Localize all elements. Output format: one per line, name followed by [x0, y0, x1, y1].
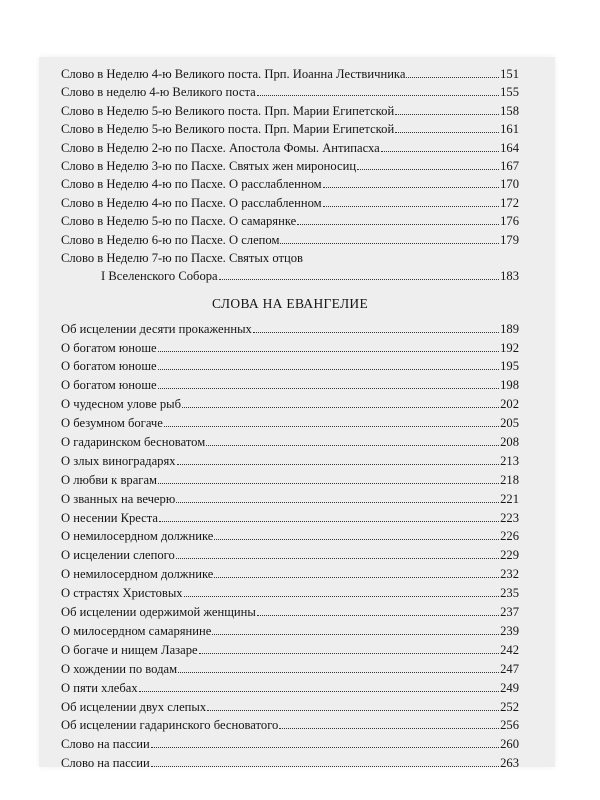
- dot-leader: [214, 539, 499, 540]
- entry-title: Слово в Неделю 4-ю Великого поста. Прп. Иоанна Лествичника: [61, 67, 406, 81]
- dot-leader: [280, 243, 499, 244]
- dot-leader: [177, 464, 500, 465]
- toc-entry: [61, 452, 519, 471]
- toc-entry: [61, 735, 519, 754]
- page-number: 239: [500, 623, 519, 638]
- page-number: 176: [500, 214, 519, 229]
- page-number: 158: [500, 103, 519, 118]
- entry-title: О богатом юноше: [61, 340, 157, 355]
- toc-entry: [61, 83, 519, 101]
- page-number: 229: [500, 548, 519, 563]
- page-number: 205: [500, 416, 519, 431]
- page-number: 263: [500, 756, 519, 771]
- entry-title: О богаче и нищем Лазаре: [61, 642, 198, 657]
- toc-entry: [61, 584, 519, 603]
- entry-title: Слово в Неделю 3-ю по Пасхе. Святых жен мироносиц: [61, 158, 357, 173]
- entry-title: О страстях Христовых: [61, 586, 183, 601]
- entry-title: I Вселенского Собора: [101, 269, 218, 284]
- dot-leader: [199, 653, 499, 654]
- page-number: 195: [500, 359, 519, 374]
- dot-leader: [395, 132, 499, 133]
- toc-entry: [61, 120, 519, 138]
- entry-title: О несении Креста: [61, 510, 159, 525]
- dot-leader: [178, 672, 499, 673]
- toc-entry: [61, 716, 519, 735]
- entry-title: Слово в Неделю 2-ю по Пасхе. Апостола Фомы. Антипасха: [61, 140, 380, 155]
- toc-entry: [61, 698, 519, 717]
- entry-title: Слово на пассии: [61, 737, 150, 752]
- page-number: 161: [500, 122, 519, 137]
- entry-title: О пяти хлебах: [61, 680, 138, 695]
- page-number: 198: [500, 378, 519, 393]
- entry-title: О милосердном самарянине: [61, 623, 212, 638]
- dot-leader: [381, 151, 499, 152]
- entry-title: Об исцелении десяти прокаженных: [61, 321, 252, 336]
- dot-leader: [164, 426, 499, 427]
- toc-entry: [61, 320, 519, 339]
- page-number: 208: [500, 435, 519, 450]
- page-number: 151: [500, 67, 519, 81]
- toc-entry: [61, 249, 519, 267]
- toc-entry: [61, 641, 519, 660]
- dot-leader: [219, 279, 499, 280]
- entry-title: О немилосердном должнике: [61, 529, 214, 544]
- dot-leader: [323, 206, 500, 207]
- toc-entry: [61, 414, 519, 433]
- dot-leader: [158, 483, 499, 484]
- toc-entry: [61, 603, 519, 622]
- toc-entry: [61, 490, 519, 509]
- dot-leader: [212, 634, 499, 635]
- toc-entry: [61, 471, 519, 490]
- page-number: 189: [500, 321, 519, 336]
- entry-title: Об исцелении одержимой женщины: [61, 605, 256, 620]
- toc-entry: [61, 102, 519, 120]
- entry-title: О богатом юноше: [61, 378, 157, 393]
- dot-leader: [158, 369, 499, 370]
- page-number: 256: [500, 718, 519, 733]
- page-number: 221: [500, 491, 519, 506]
- dot-leader: [182, 407, 499, 408]
- page-number: 179: [500, 232, 519, 247]
- dot-leader: [159, 521, 499, 522]
- page-number: 170: [500, 177, 519, 192]
- dot-leader: [323, 187, 500, 188]
- dot-leader: [214, 577, 499, 578]
- gospel-list: [61, 320, 519, 773]
- entry-title: Слово в Неделю 4-ю по Пасхе. О расслабленном: [61, 195, 322, 210]
- dot-leader: [206, 445, 499, 446]
- entry-title: О богатом юноше: [61, 359, 157, 374]
- toc-entry: [61, 433, 519, 452]
- dot-leader: [139, 691, 499, 692]
- toc-entry: [61, 679, 519, 698]
- toc-entry: [61, 139, 519, 157]
- entry-title: О гадаринском бесноватом: [61, 435, 206, 450]
- entry-title: О хождении по водам: [61, 661, 178, 676]
- dot-leader: [357, 169, 499, 170]
- dot-leader: [184, 596, 500, 597]
- dot-leader: [158, 351, 499, 352]
- toc-entry: [61, 339, 519, 358]
- page-number: 218: [500, 472, 519, 487]
- page-number: 202: [500, 397, 519, 412]
- entry-title: О немилосердном должнике: [61, 567, 214, 582]
- toc-entry: [61, 267, 519, 285]
- page-number: 237: [500, 605, 519, 620]
- toc-entry: [61, 376, 519, 395]
- page-number: 242: [500, 642, 519, 657]
- dot-leader: [158, 388, 499, 389]
- entry-title: Об исцелении двух слепых: [61, 699, 207, 714]
- page-number: 183: [500, 269, 519, 284]
- page-number: 260: [500, 737, 519, 752]
- dot-leader: [253, 332, 499, 333]
- page-number: 226: [500, 529, 519, 544]
- entry-title: Слово в Неделю 6-ю по Пасхе. О слепом: [61, 232, 280, 247]
- toc-entry: [61, 527, 519, 546]
- sermons-list: [61, 65, 519, 286]
- toc-entry: [61, 622, 519, 641]
- entry-title: О безумном богаче: [61, 416, 163, 431]
- dot-leader: [151, 766, 499, 767]
- page-number: 172: [500, 195, 519, 210]
- toc-entry: [61, 509, 519, 528]
- entry-title: Слово в Неделю 5-ю Великого поста. Прп. Марии Египетской: [61, 122, 395, 137]
- page-number: 164: [500, 140, 519, 155]
- table-of-contents: [61, 65, 519, 773]
- toc-entry: [61, 212, 519, 230]
- page-number: 192: [500, 340, 519, 355]
- dot-leader: [395, 114, 499, 115]
- dot-leader: [257, 615, 499, 616]
- page-number: 213: [500, 453, 519, 468]
- entry-title: Об исцелении гадаринского бесноватого: [61, 718, 279, 733]
- entry-title: Слово в Неделю 4-ю по Пасхе. О расслабленном: [61, 177, 322, 192]
- toc-entry: [61, 357, 519, 376]
- toc-entry: [61, 175, 519, 193]
- toc-entry: [61, 65, 519, 83]
- toc-entry: [61, 395, 519, 414]
- entry-title: О любви к врагам: [61, 472, 158, 487]
- toc-entry: [61, 157, 519, 175]
- entry-title: Слово на пассии: [61, 756, 150, 771]
- toc-entry: [61, 754, 519, 773]
- toc-entry: [61, 660, 519, 679]
- entry-title: О злых виноградарях: [61, 453, 176, 468]
- entry-title: О званных на вечерю: [61, 491, 176, 506]
- entry-title: Слово в неделю 4-ю Великого поста: [61, 85, 256, 100]
- section-heading: СЛОВА НА ЕВАНГЕЛИЕ: [211, 295, 369, 311]
- dot-leader: [151, 747, 499, 748]
- page-number: 249: [500, 680, 519, 695]
- dot-leader: [406, 77, 499, 78]
- entry-title: О чудесном улове рыб: [61, 397, 181, 412]
- toc-entry: [61, 546, 519, 565]
- dot-leader: [176, 502, 499, 503]
- dot-leader: [176, 558, 499, 559]
- entry-title: Слово в Неделю 7-ю по Пасхе. Святых отцов: [61, 250, 303, 265]
- toc-entry: [61, 231, 519, 249]
- page-number: 223: [500, 510, 519, 525]
- dot-leader: [279, 728, 499, 729]
- page-number: 252: [500, 699, 519, 714]
- dot-leader: [207, 710, 499, 711]
- entry-title: Слово в Неделю 5-ю Великого поста. Прп. Марии Египетской: [61, 103, 395, 118]
- page-number: 247: [500, 661, 519, 676]
- page-number: 167: [500, 158, 519, 173]
- page-number: 232: [500, 567, 519, 582]
- page-number: 235: [500, 586, 519, 601]
- page-number: 155: [500, 85, 519, 100]
- entry-title: О исцелении слепого: [61, 548, 175, 563]
- dot-leader: [297, 224, 499, 225]
- toc-entry: [61, 565, 519, 584]
- entry-title: Слово в Неделю 5-ю по Пасхе. О самарянке: [61, 214, 297, 229]
- toc-entry: [61, 194, 519, 212]
- dot-leader: [257, 95, 499, 96]
